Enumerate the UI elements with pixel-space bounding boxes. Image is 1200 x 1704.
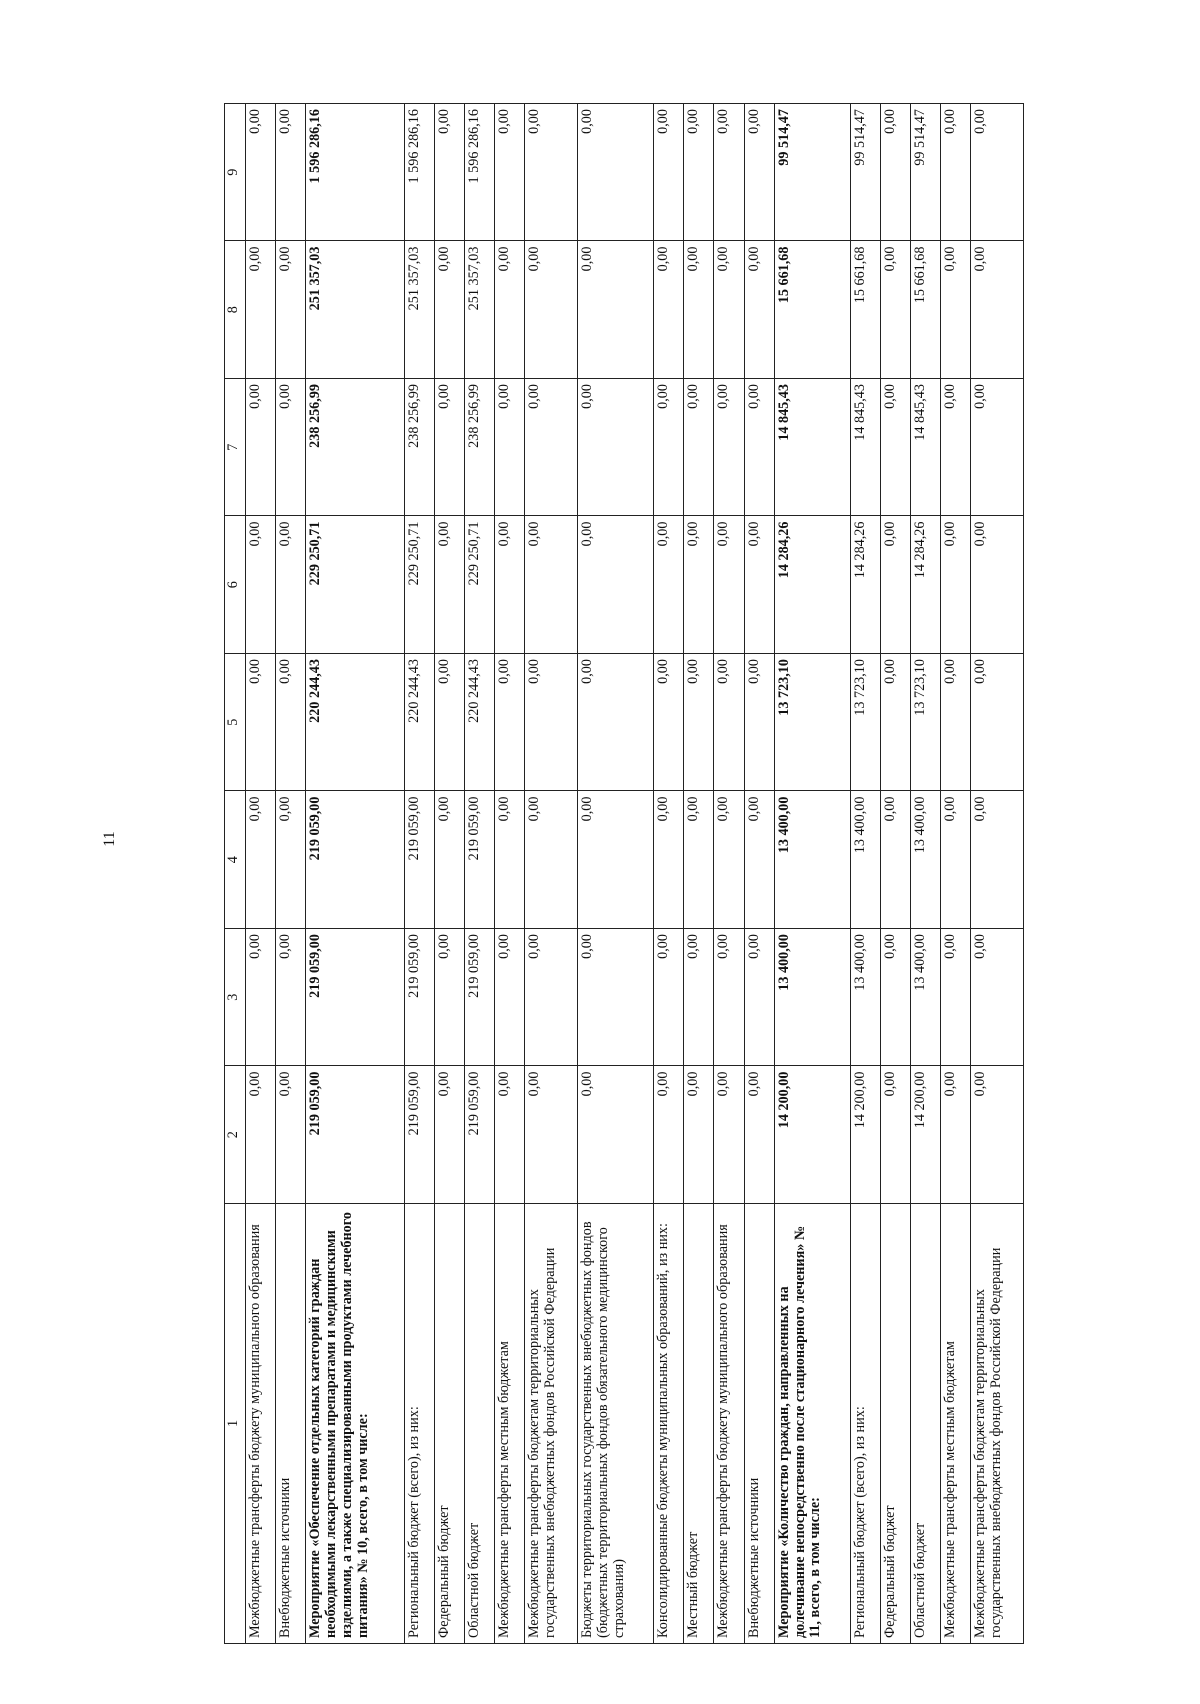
table-row	[578, 104, 654, 1644]
value-cell: 0,00	[276, 791, 306, 929]
row-label: Внебюджетные источники	[276, 1204, 306, 1644]
value-cell: 0,00	[495, 516, 525, 654]
value-cell: 99 514,47	[850, 104, 880, 242]
value-cell: 0,00	[578, 1066, 654, 1204]
row-label: Местный бюджет	[684, 1204, 714, 1644]
value-cell: 0,00	[684, 791, 714, 929]
value-cell: 0,00	[744, 104, 774, 242]
value-cell: 0,00	[276, 104, 306, 242]
value-cell: 0,00	[970, 791, 1023, 929]
row-label: Межбюджетные трансферты бюджету муниципального образования	[246, 1204, 276, 1644]
value-cell: 0,00	[435, 791, 465, 929]
value-cell: 0,00	[495, 104, 525, 242]
value-cell: 0,00	[714, 654, 744, 792]
value-cell: 0,00	[940, 104, 970, 242]
row-label: Областной бюджет	[465, 1204, 495, 1644]
value-cell: 13 723,10	[774, 654, 850, 792]
value-cell: 0,00	[744, 791, 774, 929]
value-cell: 13 400,00	[850, 929, 880, 1067]
row-label: Консолидированные бюджеты муниципальных образований, из них:	[654, 1204, 684, 1644]
value-cell: 0,00	[744, 929, 774, 1067]
value-cell: 0,00	[435, 104, 465, 242]
table-row	[246, 104, 276, 1644]
value-cell: 0,00	[940, 379, 970, 517]
value-cell: 15 661,68	[850, 241, 880, 379]
budget-table-container	[224, 104, 1024, 1644]
row-label: Региональный бюджет (всего), из них:	[404, 1204, 434, 1644]
value-cell: 0,00	[970, 516, 1023, 654]
row-label: Мероприятие «Количество граждан, направленных на долечивание непосредственно после стационарного лечения» № 11, всего, в том числе:	[774, 1204, 850, 1644]
value-cell: 0,00	[940, 516, 970, 654]
table-body	[246, 104, 1024, 1644]
value-cell: 238 256,99	[404, 379, 434, 517]
value-cell: 0,00	[940, 929, 970, 1067]
table-row	[940, 104, 970, 1644]
value-cell: 220 244,43	[404, 654, 434, 792]
value-cell: 0,00	[744, 516, 774, 654]
value-cell: 251 357,03	[465, 241, 495, 379]
value-cell: 0,00	[684, 379, 714, 517]
value-cell: 220 244,43	[465, 654, 495, 792]
value-cell: 0,00	[246, 516, 276, 654]
value-cell: 0,00	[276, 516, 306, 654]
value-cell: 229 250,71	[306, 516, 405, 654]
value-cell: 0,00	[525, 516, 578, 654]
column-header-3: 3	[225, 929, 246, 1067]
table-row	[525, 104, 578, 1644]
row-label: Бюджеты территориальных государственных внебюджетных фондов (бюджетных территориальных фондов обязательного медицинского страхования)	[578, 1204, 654, 1644]
table-header-row	[225, 104, 246, 1644]
value-cell: 0,00	[578, 104, 654, 242]
column-header-9: 9	[225, 104, 246, 242]
table-row	[714, 104, 744, 1644]
row-label: Межбюджетные трансферты местным бюджетам	[940, 1204, 970, 1644]
value-cell: 219 059,00	[465, 929, 495, 1067]
column-header-2: 2	[225, 1066, 246, 1204]
value-cell: 0,00	[276, 241, 306, 379]
value-cell: 0,00	[714, 241, 744, 379]
value-cell: 0,00	[525, 929, 578, 1067]
row-label: Межбюджетные трансферты местным бюджетам	[495, 1204, 525, 1644]
value-cell: 0,00	[880, 516, 910, 654]
column-header-7: 7	[225, 379, 246, 517]
value-cell: 0,00	[246, 241, 276, 379]
row-label: Межбюджетные трансферты бюджету муниципального образования	[714, 1204, 744, 1644]
value-cell: 14 284,26	[850, 516, 880, 654]
value-cell: 0,00	[246, 104, 276, 242]
value-cell: 0,00	[714, 104, 744, 242]
value-cell: 0,00	[880, 104, 910, 242]
value-cell: 0,00	[970, 379, 1023, 517]
value-cell: 0,00	[495, 241, 525, 379]
value-cell: 0,00	[246, 791, 276, 929]
value-cell: 0,00	[495, 929, 525, 1067]
value-cell: 14 284,26	[910, 516, 940, 654]
value-cell: 238 256,99	[306, 379, 405, 517]
value-cell: 219 059,00	[306, 791, 405, 929]
value-cell: 0,00	[714, 379, 744, 517]
value-cell: 0,00	[246, 929, 276, 1067]
table-row	[744, 104, 774, 1644]
value-cell: 0,00	[880, 929, 910, 1067]
value-cell: 13 400,00	[850, 791, 880, 929]
value-cell: 0,00	[578, 379, 654, 517]
column-header-8: 8	[225, 241, 246, 379]
value-cell: 0,00	[684, 1066, 714, 1204]
table-row	[970, 104, 1023, 1644]
value-cell: 0,00	[880, 654, 910, 792]
row-label: Федеральный бюджет	[435, 1204, 465, 1644]
value-cell: 0,00	[880, 241, 910, 379]
table-row	[910, 104, 940, 1644]
value-cell: 0,00	[970, 1066, 1023, 1204]
value-cell: 0,00	[578, 791, 654, 929]
value-cell: 0,00	[435, 654, 465, 792]
table-row	[276, 104, 306, 1644]
value-cell: 1 596 286,16	[306, 104, 405, 242]
value-cell: 0,00	[525, 379, 578, 517]
row-label: Региональный бюджет (всего), из них:	[850, 1204, 880, 1644]
value-cell: 0,00	[940, 791, 970, 929]
value-cell: 1 596 286,16	[465, 104, 495, 242]
value-cell: 0,00	[654, 929, 684, 1067]
table-row	[306, 104, 405, 1644]
value-cell: 0,00	[940, 1066, 970, 1204]
value-cell: 0,00	[880, 379, 910, 517]
value-cell: 0,00	[246, 1066, 276, 1204]
value-cell: 0,00	[880, 1066, 910, 1204]
value-cell: 15 661,68	[774, 241, 850, 379]
table-row	[435, 104, 465, 1644]
table-row	[465, 104, 495, 1644]
value-cell: 229 250,71	[465, 516, 495, 654]
value-cell: 0,00	[525, 104, 578, 242]
column-header-4: 4	[225, 791, 246, 929]
value-cell: 0,00	[684, 929, 714, 1067]
value-cell: 219 059,00	[404, 929, 434, 1067]
value-cell: 13 400,00	[910, 929, 940, 1067]
value-cell: 1 596 286,16	[404, 104, 434, 242]
value-cell: 219 059,00	[465, 1066, 495, 1204]
value-cell: 0,00	[525, 654, 578, 792]
value-cell: 0,00	[435, 929, 465, 1067]
value-cell: 0,00	[970, 104, 1023, 242]
value-cell: 15 661,68	[910, 241, 940, 379]
value-cell: 0,00	[714, 929, 744, 1067]
column-header-5: 5	[225, 654, 246, 792]
value-cell: 0,00	[684, 516, 714, 654]
table-row	[850, 104, 880, 1644]
value-cell: 0,00	[744, 654, 774, 792]
value-cell: 220 244,43	[306, 654, 405, 792]
row-label: Межбюджетные трансферты бюджетам территориальных государственных внебюджетных фондов Российской Федерации	[525, 1204, 578, 1644]
value-cell: 14 200,00	[910, 1066, 940, 1204]
table-row	[684, 104, 714, 1644]
value-cell: 0,00	[970, 654, 1023, 792]
value-cell: 0,00	[654, 654, 684, 792]
value-cell: 0,00	[880, 791, 910, 929]
value-cell: 0,00	[578, 241, 654, 379]
value-cell: 219 059,00	[306, 929, 405, 1067]
value-cell: 99 514,47	[774, 104, 850, 242]
value-cell: 0,00	[435, 1066, 465, 1204]
value-cell: 0,00	[495, 791, 525, 929]
value-cell: 0,00	[744, 379, 774, 517]
value-cell: 238 256,99	[465, 379, 495, 517]
value-cell: 0,00	[276, 929, 306, 1067]
table-row	[495, 104, 525, 1644]
row-label: Федеральный бюджет	[880, 1204, 910, 1644]
value-cell: 14 845,43	[910, 379, 940, 517]
value-cell: 0,00	[654, 791, 684, 929]
value-cell: 251 357,03	[306, 241, 405, 379]
value-cell: 0,00	[940, 241, 970, 379]
row-label: Областной бюджет	[910, 1204, 940, 1644]
value-cell: 0,00	[970, 241, 1023, 379]
value-cell: 0,00	[495, 379, 525, 517]
table-row	[404, 104, 434, 1644]
value-cell: 0,00	[654, 1066, 684, 1204]
value-cell: 0,00	[578, 654, 654, 792]
table-row	[774, 104, 850, 1644]
value-cell: 0,00	[435, 241, 465, 379]
value-cell: 0,00	[246, 654, 276, 792]
table-row	[654, 104, 684, 1644]
value-cell: 0,00	[654, 379, 684, 517]
value-cell: 13 400,00	[774, 791, 850, 929]
value-cell: 219 059,00	[465, 791, 495, 929]
value-cell: 0,00	[684, 241, 714, 379]
value-cell: 0,00	[654, 104, 684, 242]
value-cell: 0,00	[435, 379, 465, 517]
column-header-1: 1	[225, 1204, 246, 1644]
value-cell: 0,00	[714, 791, 744, 929]
row-label: Межбюджетные трансферты бюджетам территориальных государственных внебюджетных фондов Российской Федерации	[970, 1204, 1023, 1644]
value-cell: 14 200,00	[850, 1066, 880, 1204]
column-header-6: 6	[225, 516, 246, 654]
page-number: 11	[101, 831, 118, 847]
value-cell: 0,00	[714, 516, 744, 654]
value-cell: 99 514,47	[910, 104, 940, 242]
value-cell: 0,00	[714, 1066, 744, 1204]
value-cell: 0,00	[276, 1066, 306, 1204]
value-cell: 229 250,71	[404, 516, 434, 654]
table-row	[880, 104, 910, 1644]
value-cell: 0,00	[654, 241, 684, 379]
value-cell: 0,00	[525, 241, 578, 379]
value-cell: 219 059,00	[404, 1066, 434, 1204]
value-cell: 14 284,26	[774, 516, 850, 654]
row-label: Внебюджетные источники	[744, 1204, 774, 1644]
value-cell: 14 845,43	[774, 379, 850, 517]
value-cell: 0,00	[684, 654, 714, 792]
row-label: Мероприятие «Обеспечение отдельных категорий граждан необходимыми лекарственными препаратами и медицинскими изделиями, а также специализированными продуктами лечебного питания» № 10, всего, в том числе:	[306, 1204, 405, 1644]
budget-table	[224, 103, 1024, 1644]
value-cell: 0,00	[525, 1066, 578, 1204]
value-cell: 13 723,10	[910, 654, 940, 792]
value-cell: 251 357,03	[404, 241, 434, 379]
value-cell: 219 059,00	[404, 791, 434, 929]
value-cell: 0,00	[578, 929, 654, 1067]
value-cell: 0,00	[744, 1066, 774, 1204]
value-cell: 14 200,00	[774, 1066, 850, 1204]
value-cell: 13 400,00	[774, 929, 850, 1067]
value-cell: 0,00	[654, 516, 684, 654]
value-cell: 13 400,00	[910, 791, 940, 929]
value-cell: 13 723,10	[850, 654, 880, 792]
value-cell: 0,00	[744, 241, 774, 379]
value-cell: 0,00	[940, 654, 970, 792]
value-cell: 0,00	[435, 516, 465, 654]
value-cell: 0,00	[578, 516, 654, 654]
value-cell: 0,00	[246, 379, 276, 517]
value-cell: 0,00	[495, 1066, 525, 1204]
value-cell: 0,00	[495, 654, 525, 792]
value-cell: 0,00	[276, 654, 306, 792]
value-cell: 0,00	[276, 379, 306, 517]
value-cell: 219 059,00	[306, 1066, 405, 1204]
value-cell: 0,00	[970, 929, 1023, 1067]
value-cell: 0,00	[525, 791, 578, 929]
value-cell: 14 845,43	[850, 379, 880, 517]
value-cell: 0,00	[684, 104, 714, 242]
